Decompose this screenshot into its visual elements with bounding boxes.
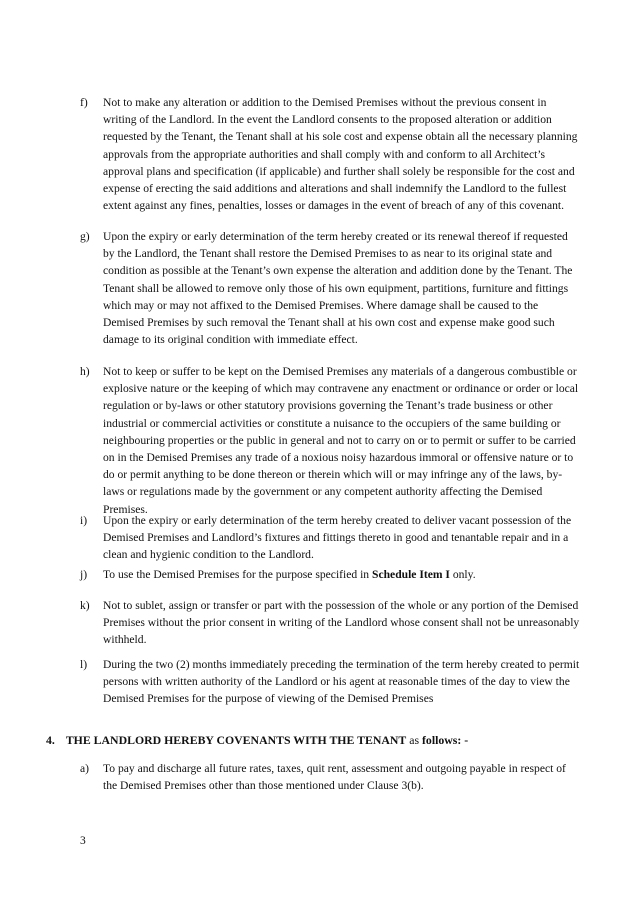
clause-i [80,512,580,564]
clause-text-before: To use the Demised Premises for the purpose specified in [103,568,372,581]
clause-marker: a) [80,762,90,775]
clause-text-after: only. [449,568,476,581]
clause-text: During the two (2) months immediately preceding the termination of the term hereby created to permit persons with written authority of the Landlord or his agent at reasonable times of the day to view the Demised Premises for the purpose of viewing of the Demised Premises [103,658,580,706]
clause-marker: f) [80,96,88,109]
schedule-reference: Schedule Item I [372,568,450,581]
section-number: 4. [46,733,55,747]
page-number: 3 [80,835,86,847]
clause-l [80,656,580,708]
clause-text: Not to make any alteration or addition to the Demised Premises without the previous consent in writing of the Landlord. In the event the Landlord consents to the proposed alteration or addition requested by the Tenant, the Tenant shall at his sole cost and expense obtain all the necessary planning approvals from the appropriate authorities and shall comply with and conform to all Architect’s approval plans and specification (if applicable) and further shall solely be responsible for the cost and expense of erecting the said additions and alterations and shall indemnify the Landlord to the fullest extent against any fines, penalties, losses or damages in the event of breach of any of this covenant. [103,96,578,213]
clause-text: Upon the expiry or early determination of the term hereby created or its renewal thereof if requested by the Landlord, the Tenant shall restore the Demised Premises to as near to its original state and condition as possible at the Tenant’s own expense the alteration and addition done by the Tenant. The Tenant shall be allowed to remove only those of his own equipment, partitions, furniture and fittings which may or may not affixed to the Demised Premises. Where damage shall be caused to the Demised Premises by such removal the Tenant shall at his own cost and expense make good such damage to its original condition with immediate effect. [103,230,573,347]
clause-marker: j) [80,568,88,581]
section-title-tail: follows: - [422,733,469,747]
clause-marker: g) [80,230,90,243]
clause-k [80,597,580,649]
section-title: THE LANDLORD HEREBY COVENANTS WITH THE TENANT [65,733,407,747]
section-4-heading [46,732,606,749]
clause-h [80,363,580,518]
section-title-connector: as [406,733,422,747]
clause-text: Upon the expiry or early determination of the term hereby created to deliver vacant possession of the Demised Premises and Landlord’s fixtures and fittings thereto in good and tenantable repair and in a clean and hygienic condition to the Landlord. [103,514,572,562]
clause-marker: l) [80,658,88,671]
clause-j [80,566,580,583]
clause-marker: h) [80,365,90,378]
clause-g [80,228,580,348]
section-4-clause-a [80,760,580,794]
clause-text: Not to keep or suffer to be kept on the Demised Premises any materials of a dangerous combustible or explosive nature or the keeping of which may contravene any enactment or ordinance or order or local regulation or by-laws or other statutory provisions governing the Tenant’s trade business or other industrial or commercial activities or constitute a nuisance to the occupiers of the same building or neighbouring properties or the public in general and not to carry on or to permit or suffer to be carried on in the Demised Premises any trade of a noxious noisy hazardous immoral or offensive nature or to do or permit anything to be done thereon or therein which will or may infringe any of the laws, by-laws or regulations made by the government or any competent authority affecting the Demised Premises. [103,365,579,516]
clause-text: Not to sublet, assign or transfer or part with the possession of the whole or any portion of the Demised Premises without the prior consent in writing of the Landlord whose consent shall not be unreasonably withheld. [103,599,580,647]
clause-marker: k) [80,599,90,612]
clause-f [80,94,580,214]
clause-marker: i) [80,514,88,527]
clause-text: To pay and discharge all future rates, taxes, quit rent, assessment and outgoing payable in respect of the Demised Premises other than those mentioned under Clause 3(b). [103,762,566,793]
clause-text [103,566,580,583]
